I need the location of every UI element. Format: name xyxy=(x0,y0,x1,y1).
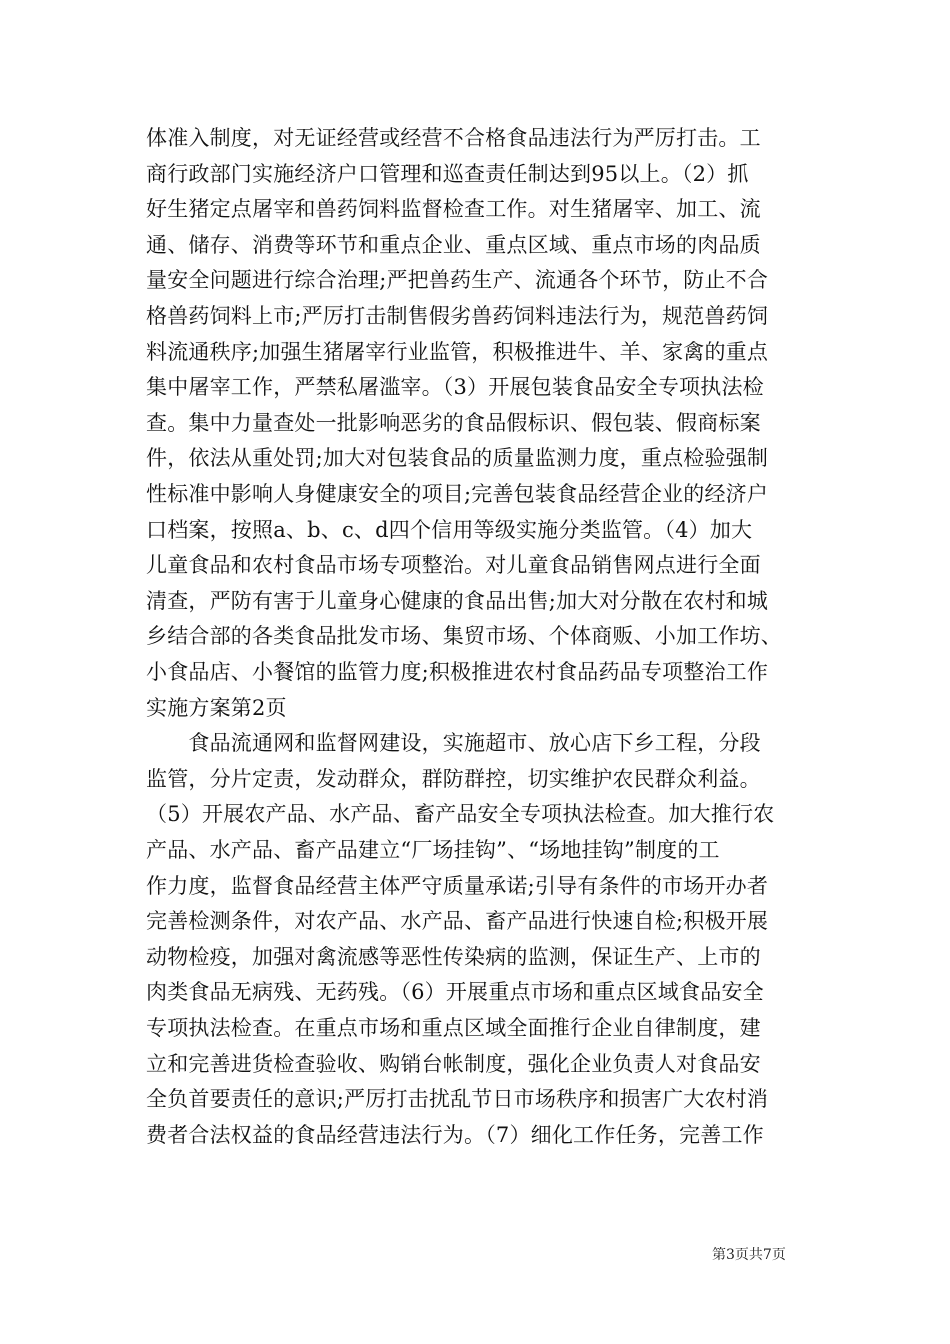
text-line: 作力度，监督食品经营主体严守质量承诺;引导有条件的市场开办者 xyxy=(146,874,769,898)
text-line: 全负首要责任的意识;严厉打击扰乱节日市场秩序和损害广大农村消 xyxy=(146,1087,769,1111)
text-line: 产品、水产品、畜产品建立“厂场挂钩”、“场地挂钩”制度的工 xyxy=(146,838,720,862)
text-line: 好生猪定点屠宰和兽药饲料监督检查工作。对生猪屠宰、加工、流 xyxy=(146,197,761,221)
page-footer: 第3页共7页 xyxy=(712,1247,786,1263)
text-line: 件，依法从重处罚;加大对包装食品的质量监测力度，重点检验强制 xyxy=(146,446,769,470)
text-line: 实施方案第2页 xyxy=(146,696,287,720)
text-line: 查。集中力量查处一批影响恶劣的食品假标识、假包装、假商标案 xyxy=(146,411,761,435)
text-line: 小食品店、小餐馆的监管力度;积极推进农村食品药品专项整治工作 xyxy=(146,660,769,684)
text-line: 费者合法权益的食品经营违法行为。（7）细化工作任务，完善工作 xyxy=(146,1123,764,1147)
text-line: 食品流通网和监督网建设，实施超市、放心店下乡工程，分段 xyxy=(146,731,761,755)
text-line: 儿童食品和农村食品市场专项整治。对儿童食品销售网点进行全面 xyxy=(146,553,761,577)
text-line: 体准入制度，对无证经营或经营不合格食品违法行为严厉打击。工 xyxy=(146,126,761,150)
text-line: 格兽药饲料上市;严厉打击制售假劣兽药饲料违法行为，规范兽药饲 xyxy=(146,304,769,328)
text-line: 口档案，按照a、b、c、d四个信用等级实施分类监管。（4）加大 xyxy=(146,518,753,542)
text-line: 通、储存、消费等环节和重点企业、重点区域、重点市场的肉品质 xyxy=(146,233,761,257)
text-line: 清查，严防有害于儿童身心健康的食品出售;加大对分散在农村和城 xyxy=(146,589,769,613)
text-line: 专项执法检查。在重点市场和重点区域全面推行企业自律制度，建 xyxy=(146,1016,761,1040)
text-line: 商行政部门实施经济户口管理和巡查责任制达到95以上。（2）抓 xyxy=(146,162,749,186)
text-line: 性标准中影响人身健康安全的项目;完善包装食品经营企业的经济户 xyxy=(146,482,769,506)
text-line: 完善检测条件，对农产品、水产品、畜产品进行快速自检;积极开展 xyxy=(146,909,769,933)
text-line: 立和完善进货检查验收、购销台帐制度，强化企业负责人对食品安 xyxy=(146,1052,761,1076)
text-line: 乡结合部的各类食品批发市场、集贸市场、个体商贩、小加工作坊、 xyxy=(146,624,782,648)
text-line: 肉类食品无病残、无药残。（6）开展重点市场和重点区域食品安全 xyxy=(146,980,764,1004)
text-line: 动物检疫，加强对禽流感等恶性传染病的监测，保证生产、上市的 xyxy=(146,945,761,969)
text-line: 料流通秩序;加强生猪屠宰行业监管，积极推进牛、羊、家禽的重点 xyxy=(146,340,769,364)
text-line: 监管，分片定责，发动群众，群防群控，切实维护农民群众利益。 xyxy=(146,767,761,791)
text-line: 集中屠宰工作，严禁私屠滥宰。（3）开展包装食品安全专项执法检 xyxy=(146,375,764,399)
text-line: 量安全问题进行综合治理;严把兽药生产、流通各个环节，防止不合 xyxy=(146,268,769,292)
text-line: （5）开展农产品、水产品、畜产品安全专项执法检查。加大推行农 xyxy=(146,802,775,826)
